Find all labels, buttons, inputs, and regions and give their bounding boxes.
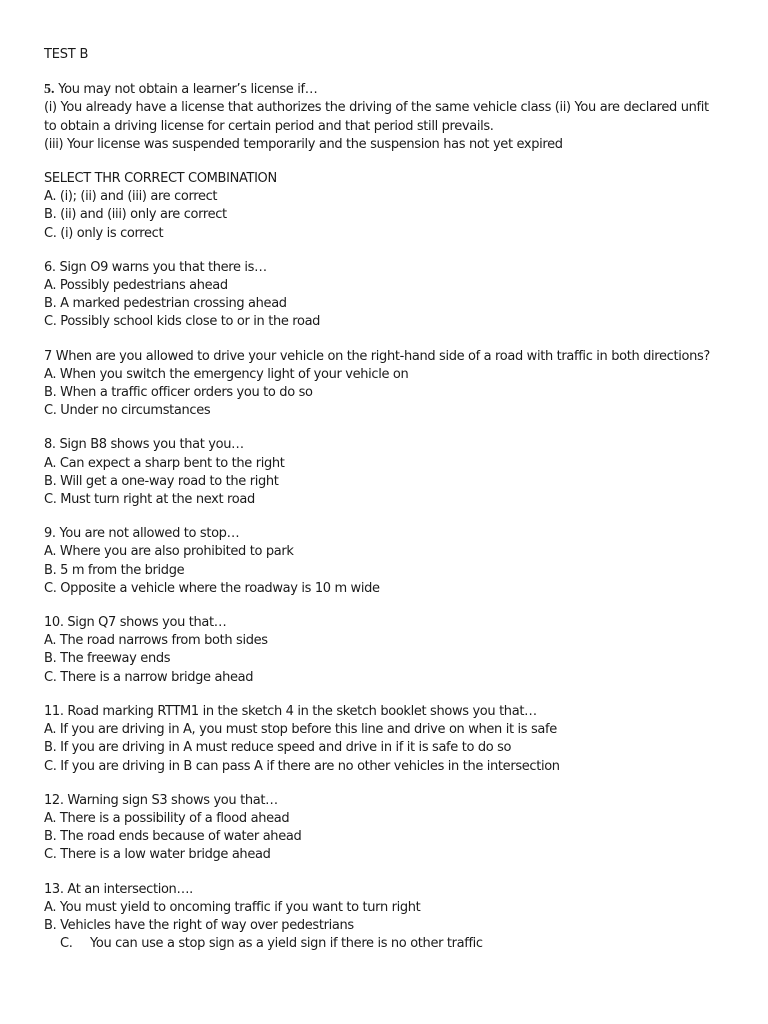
question-5-option-c: C. (i) only is correct (44, 225, 164, 241)
question-stem: 8. Sign B8 shows you that you… (44, 437, 244, 453)
option-a: A. If you are driving in A, you must stop before this line and drive on when it is safe (44, 722, 557, 738)
document-page (44, 46, 756, 969)
question-stem: 9. You are not allowed to stop… (44, 526, 240, 542)
option-c-letter: C. (60, 936, 73, 952)
option-b: B. A marked pedestrian crossing ahead (44, 296, 287, 312)
option-a: A. Where you are also prohibited to park (44, 544, 294, 560)
question-8 (44, 436, 756, 509)
option-b: B. Vehicles have the right of way over pedestrians (44, 917, 354, 933)
question-5-condition: to obtain a driving license for certain period and that period still prevails. (44, 118, 494, 134)
option-a: A. There is a possibility of a flood ahead (44, 810, 290, 826)
question-stem: 12. Warning sign S3 shows you that… (44, 792, 278, 808)
question-12 (44, 792, 756, 865)
option-c: C. Must turn right at the next road (44, 492, 255, 508)
option-a: A. Possibly pedestrians ahead (44, 278, 228, 294)
question-11 (44, 703, 756, 776)
test-title: TEST B (44, 47, 89, 62)
question-9 (44, 525, 756, 598)
question-5-stem: You may not obtain a learner’s license if… (54, 82, 318, 98)
option-a: A. The road narrows from both sides (44, 633, 268, 649)
question-stem: 11. Road marking RTTM1 in the sketch 4 in the sketch booklet shows you that… (44, 703, 537, 719)
question-7 (44, 348, 756, 421)
question-13 (44, 881, 756, 954)
question-5-option-a: A. (i); (ii) and (iii) are correct (44, 189, 218, 205)
question-5 (44, 81, 756, 154)
question-5-combination (44, 170, 756, 243)
question-stem: 6. Sign O9 warns you that there is… (44, 259, 267, 275)
option-c: C. If you are driving in B can pass A if there are no other vehicles in the intersection (44, 758, 560, 774)
option-b: B. The road ends because of water ahead (44, 829, 302, 845)
question-10 (44, 614, 756, 687)
question-5-number: 5. (44, 82, 55, 98)
option-a: A. Can expect a sharp bent to the right (44, 455, 285, 471)
question-6 (44, 259, 756, 332)
question-5-option-b: B. (ii) and (iii) only are correct (44, 207, 227, 223)
question-stem: 7 When are you allowed to drive your vehicle on the right-hand side of a road with traffic in both directions? (44, 348, 710, 364)
option-c (44, 935, 756, 953)
option-a: A. You must yield to oncoming traffic if you want to turn right (44, 899, 421, 915)
option-a: A. When you switch the emergency light of your vehicle on (44, 366, 409, 382)
option-c-text: You can use a stop sign as a yield sign if there is no other traffic (90, 936, 483, 952)
question-stem: 10. Sign Q7 shows you that… (44, 615, 227, 631)
option-b: B. If you are driving in A must reduce speed and drive in if it is safe to do so (44, 740, 512, 756)
question-5-condition: (iii) Your license was suspended temporarily and the suspension has not yet expired (44, 136, 563, 152)
question-5-instruction: SELECT THR CORRECT COMBINATION (44, 171, 277, 187)
option-b: B. When a traffic officer orders you to do so (44, 385, 313, 401)
option-c: C. There is a narrow bridge ahead (44, 669, 254, 685)
question-5-stem-line (44, 81, 756, 99)
option-c: C. There is a low water bridge ahead (44, 847, 271, 863)
question-5-condition: (i) You already have a license that authorizes the driving of the same vehicle class (ii) You are declared unfit (44, 100, 709, 116)
question-stem: 13. At an intersection…. (44, 881, 193, 897)
option-c: C. Possibly school kids close to or in the road (44, 314, 321, 330)
option-b: B. The freeway ends (44, 651, 171, 667)
option-c: C. Under no circumstances (44, 403, 211, 419)
option-c: C. Opposite a vehicle where the roadway is 10 m wide (44, 580, 380, 596)
option-b: B. 5 m from the bridge (44, 562, 185, 578)
option-b: B. Will get a one-way road to the right (44, 473, 279, 489)
